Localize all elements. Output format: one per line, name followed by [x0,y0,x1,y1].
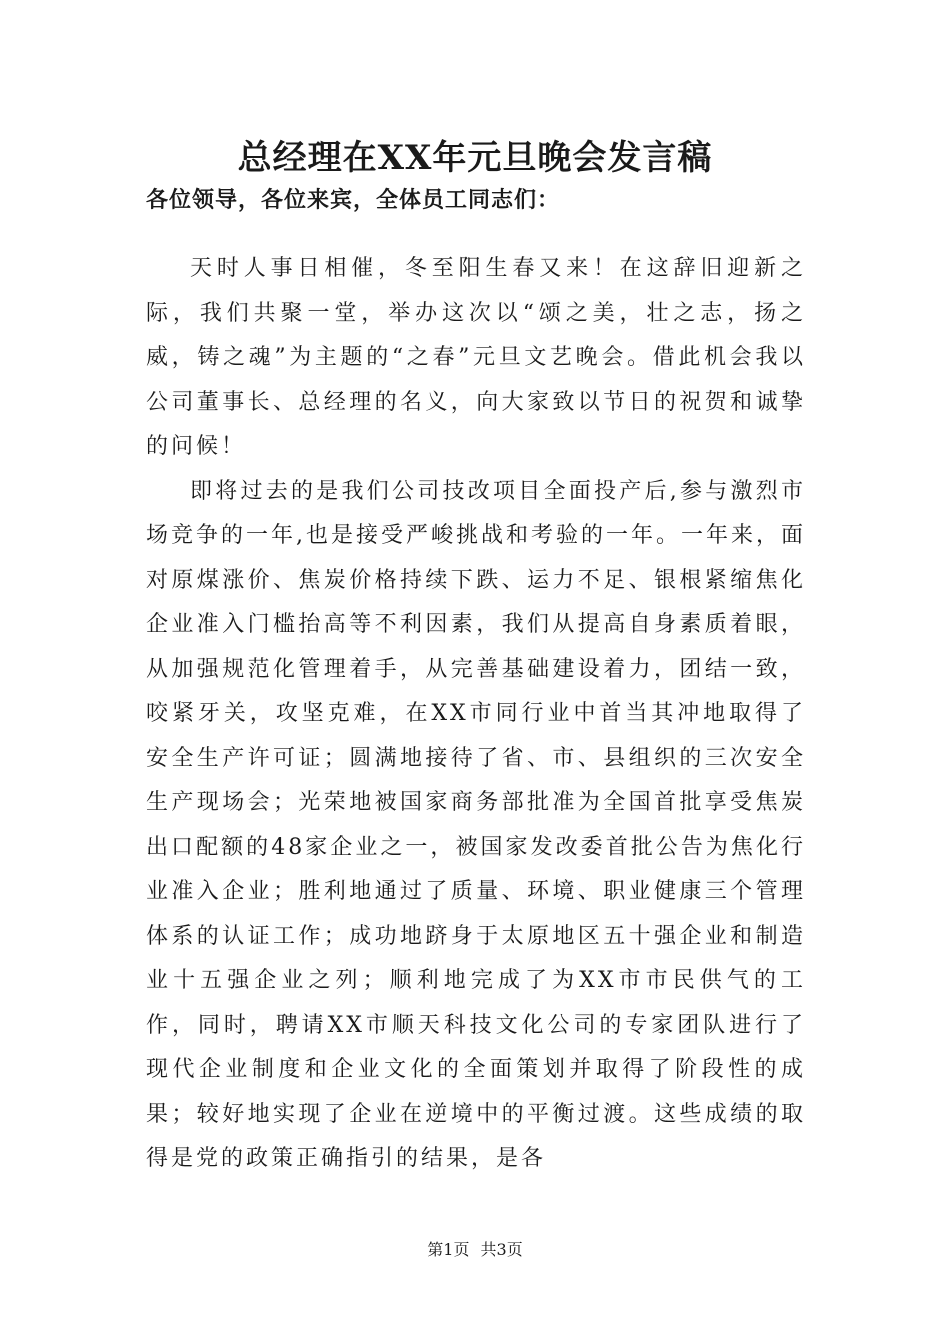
document-body [146,247,806,1182]
paragraph-greeting: 天时人事日相催，冬至阳生春又来！在这辞旧迎新之际，我们共聚一堂，举办这次以“颂之美，壮之志，扬之威，铸之魂”为主题的“之春”元旦文艺晚会。借此机会我以公司董事长、总经理的名义，向大家致以节日的祝贺和诚挚的问候！ [146,256,806,459]
page-total: 共3页 [480,1240,523,1259]
document-title: 总经理在XX年元旦晚会发言稿 [237,138,713,178]
salutation: 各位领导，各位来宾，全体员工同志们： [146,187,561,213]
paragraph-review: 即将过去的是我们公司技改项目全面投产后,参与激烈市场竞争的一年,也是接受严峻挑战和考验的一年。一年来，面对原煤涨价、焦炭价格持续下跌、运力不足、银根紧缩焦化企业准入门槛抬高等不利因素，我们从提高自身素质着眼，从加强规范化管理着手，从完善基础建设着力，团结一致，咬紧牙关，攻坚克难，在XX市同行业中首当其冲地取得了安全生产许可证；圆满地接待了省、市、县组织的三次安全生产现场会；光荣地被国家商务部批准为全国首批享受焦炭出口配额的48家企业之一，被国家发改委首批公告为焦化行业准入企业；胜利地通过了质量、环境、职业健康三个管理体系的认证工作；成功地跻身于太原地区五十强企业和制造业十五强企业之列；顺利地完成了为XX市市民供气的工作，同时，聘请XX市顺天科技文化公司的专家团队进行了现代企业制度和企业文化的全面策划并取得了阶段性的成果；较好地实现了企业在逆境中的平衡过渡。这些成绩的取得是党的政策正确指引的结果，是各 [146,478,806,1171]
page-footer [0,1238,950,1262]
page-number: 第1页 [427,1240,470,1259]
